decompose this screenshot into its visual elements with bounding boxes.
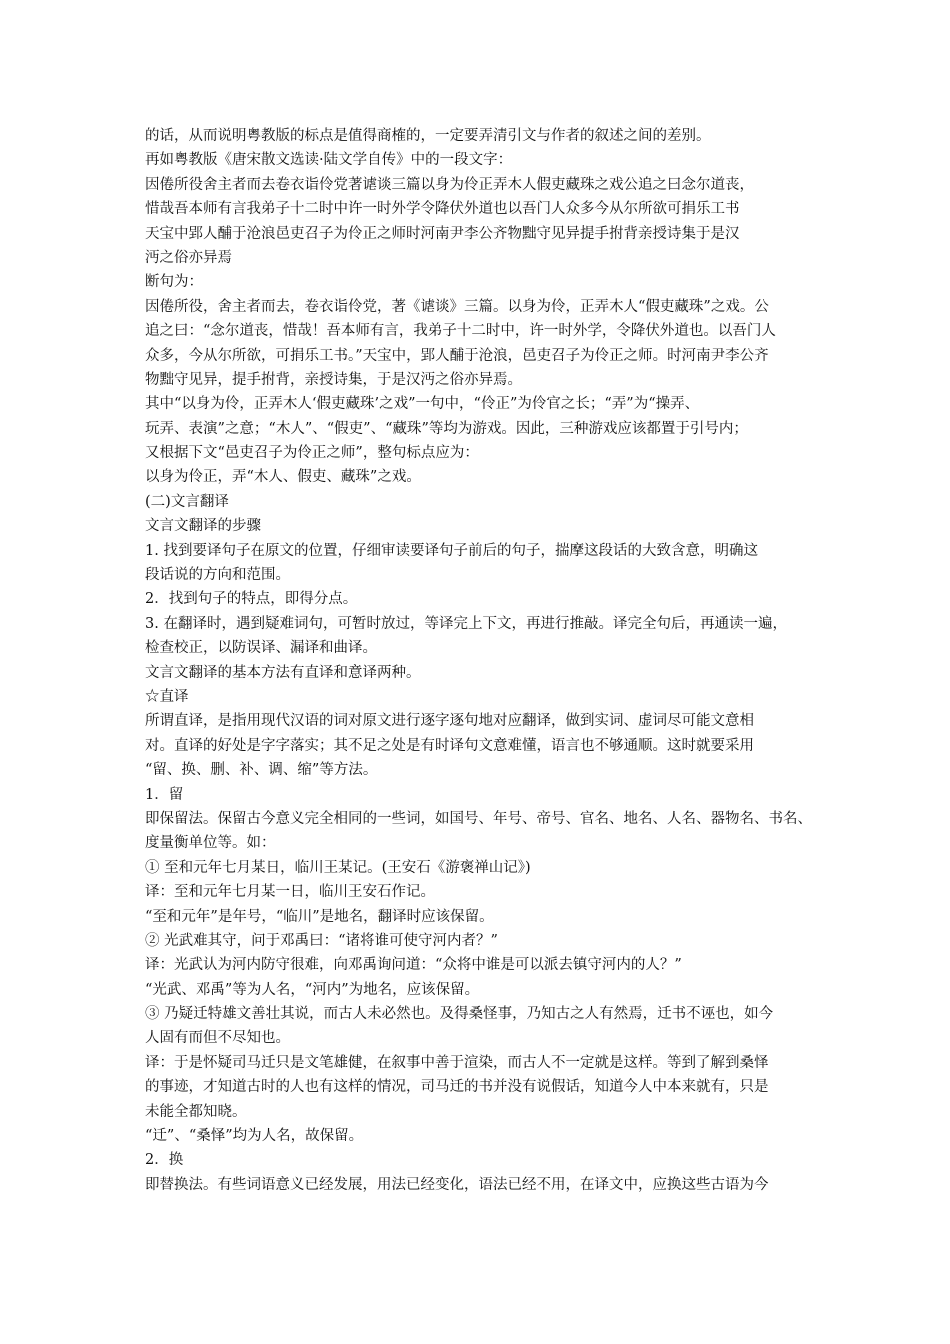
text-line: “留、换、删、补、调、缩”等方法。: [145, 762, 378, 779]
text-line: 其中“以身为伶，正弄木人‘假吏藏珠’之戏”一句中，“伶正”为伶官之长；“弄”为“操弄、: [145, 396, 700, 413]
text-line: ③ 乃疑迁特雄文善壮其说，而古人未必然也。及得桑怪事，乃知古之人有然焉，迁书不诬也，如今: [145, 1006, 774, 1023]
text-line: 度量衡单位等。如：: [145, 835, 276, 852]
text-line: 又根据下文“邑吏召子为伶正之师”，整句标点应为：: [145, 445, 479, 462]
text-line: 即保留法。保留古今意义完全相同的一些词，如国号、年号、帝号、官名、地名、人名、器物名、书名、: [145, 810, 812, 827]
text-line: 因倦所役舍主者而去卷衣诣伶党著谑谈三篇以身为伶正弄木人假吏藏珠之戏公追之曰念尔道丧，: [145, 176, 754, 193]
text-line: ☆直译: [145, 688, 189, 705]
text-line: 因倦所役，舍主者而去，卷衣诣伶党，著《谑谈》三篇。以身为伶，正弄木人“假吏藏珠”之戏。公: [145, 298, 769, 315]
text-line: 追之曰：“念尔道丧，惜哉！吾本师有言，我弟子十二时中，许一时外学，令降伏外道也。以吾门人: [145, 323, 776, 340]
text-line: 惜哉吾本师有言我弟子十二时中许一时外学令降伏外道也以吾门人众多今从尔所欲可捐乐工书: [145, 201, 740, 218]
text-line: 段话说的方向和范围。: [145, 567, 290, 584]
text-line: 1．留: [145, 786, 184, 803]
text-line: 2．找到句子的特点，即得分点。: [145, 591, 358, 608]
text-line: 对。直译的好处是字字落实；其不足之处是有时译句文意难懂，语言也不够通顺。这时就要采用: [145, 737, 754, 754]
text-line: “迁”、“桑怿”均为人名，故保留。: [145, 1128, 364, 1145]
text-line: 所谓直译，是指用现代汉语的词对原文进行逐字逐句地对应翻译，做到实词、虚词尽可能文意相: [145, 713, 754, 730]
text-line: 3. 在翻译时，遇到疑难词句，可暂时放过，等译完上下文，再进行推敲。译完全句后，再通读一遍，: [145, 615, 787, 632]
text-line: 断句为：: [145, 274, 203, 291]
text-line: 文言文翻译的基本方法有直译和意译两种。: [145, 664, 421, 681]
text-line: 以身为伶正，弄“木人、假吏、藏珠”之戏。: [145, 469, 421, 486]
text-line: ① 至和元年七月某日，临川王某记。(王安石《游褒禅山记》): [145, 859, 531, 876]
text-line: 的话，从而说明粤教版的标点是值得商榷的，一定要弄清引文与作者的叙述之间的差别。: [145, 128, 711, 144]
text-line: 文言文翻译的步骤: [145, 518, 261, 535]
text-line: 再如粤教版《唐宋散文选读·陆文学自传》中的一段文字：: [145, 152, 513, 169]
text-line: 沔之俗亦异焉: [145, 249, 232, 266]
text-line: 天宝中郢人酺于沧浪邑吏召子为伶正之师时河南尹李公齐物黜守见异提手拊背亲授诗集于是汉: [145, 225, 740, 242]
text-line: 1. 找到要译句子在原文的位置，仔细审读要译句子前后的句子，揣摩这段话的大致含意，明确这: [145, 542, 758, 559]
text-line: 2．换: [145, 1152, 184, 1169]
text-line: 众多，今从尔所欲，可捐乐工书。”天宝中，郢人酺于沧浪，邑吏召子为伶正之师。时河南尹李公齐: [145, 347, 769, 364]
text-line: 译：至和元年七月某一日，临川王安石作记。: [145, 884, 435, 901]
text-line: 玩弄、表演”之意；“木人”、“假吏”、“藏珠”等均为游戏。因此，三种游戏应该都置于引号内；: [145, 420, 748, 437]
text-line: 译：于是怀疑司马迁只是文笔雄健，在叙事中善于渲染，而古人不一定就是这样。等到了解到桑怿: [145, 1054, 769, 1071]
text-line: 检查校正，以防误译、漏译和曲译。: [145, 640, 377, 657]
text-line: 即替换法。有些词语意义已经发展，用法已经变化，语法已经不用，在译文中，应换这些古语为今: [145, 1176, 769, 1193]
text-line: 人固有而但不尽知也。: [145, 1030, 290, 1047]
text-line: (二)文言翻译: [145, 493, 229, 510]
text-line: 物黜守见异，提手拊背，亲授诗集，于是汉沔之俗亦异焉。: [145, 371, 522, 388]
text-line: “光武、邓禹”等为人名，“河内”为地名，应该保留。: [145, 981, 480, 998]
text-line: 译：光武认为河内防守很难，向邓禹询问道：“众将中谁是可以派去镇守河内的人？”: [145, 957, 682, 974]
text-line: 的事迹，才知道古时的人也有这样的情况，司马迁的书并没有说假话，知道今人中本来就有，只是: [145, 1079, 769, 1096]
text-line: 未能全都知晓。: [145, 1103, 247, 1120]
text-line: ② 光武难其守，问于邓禹曰：“诸将谁可使守河内者？”: [145, 932, 498, 949]
text-line: “至和元年”是年号，“临川”是地名，翻译时应该保留。: [145, 908, 494, 925]
document-body: [145, 124, 825, 1197]
